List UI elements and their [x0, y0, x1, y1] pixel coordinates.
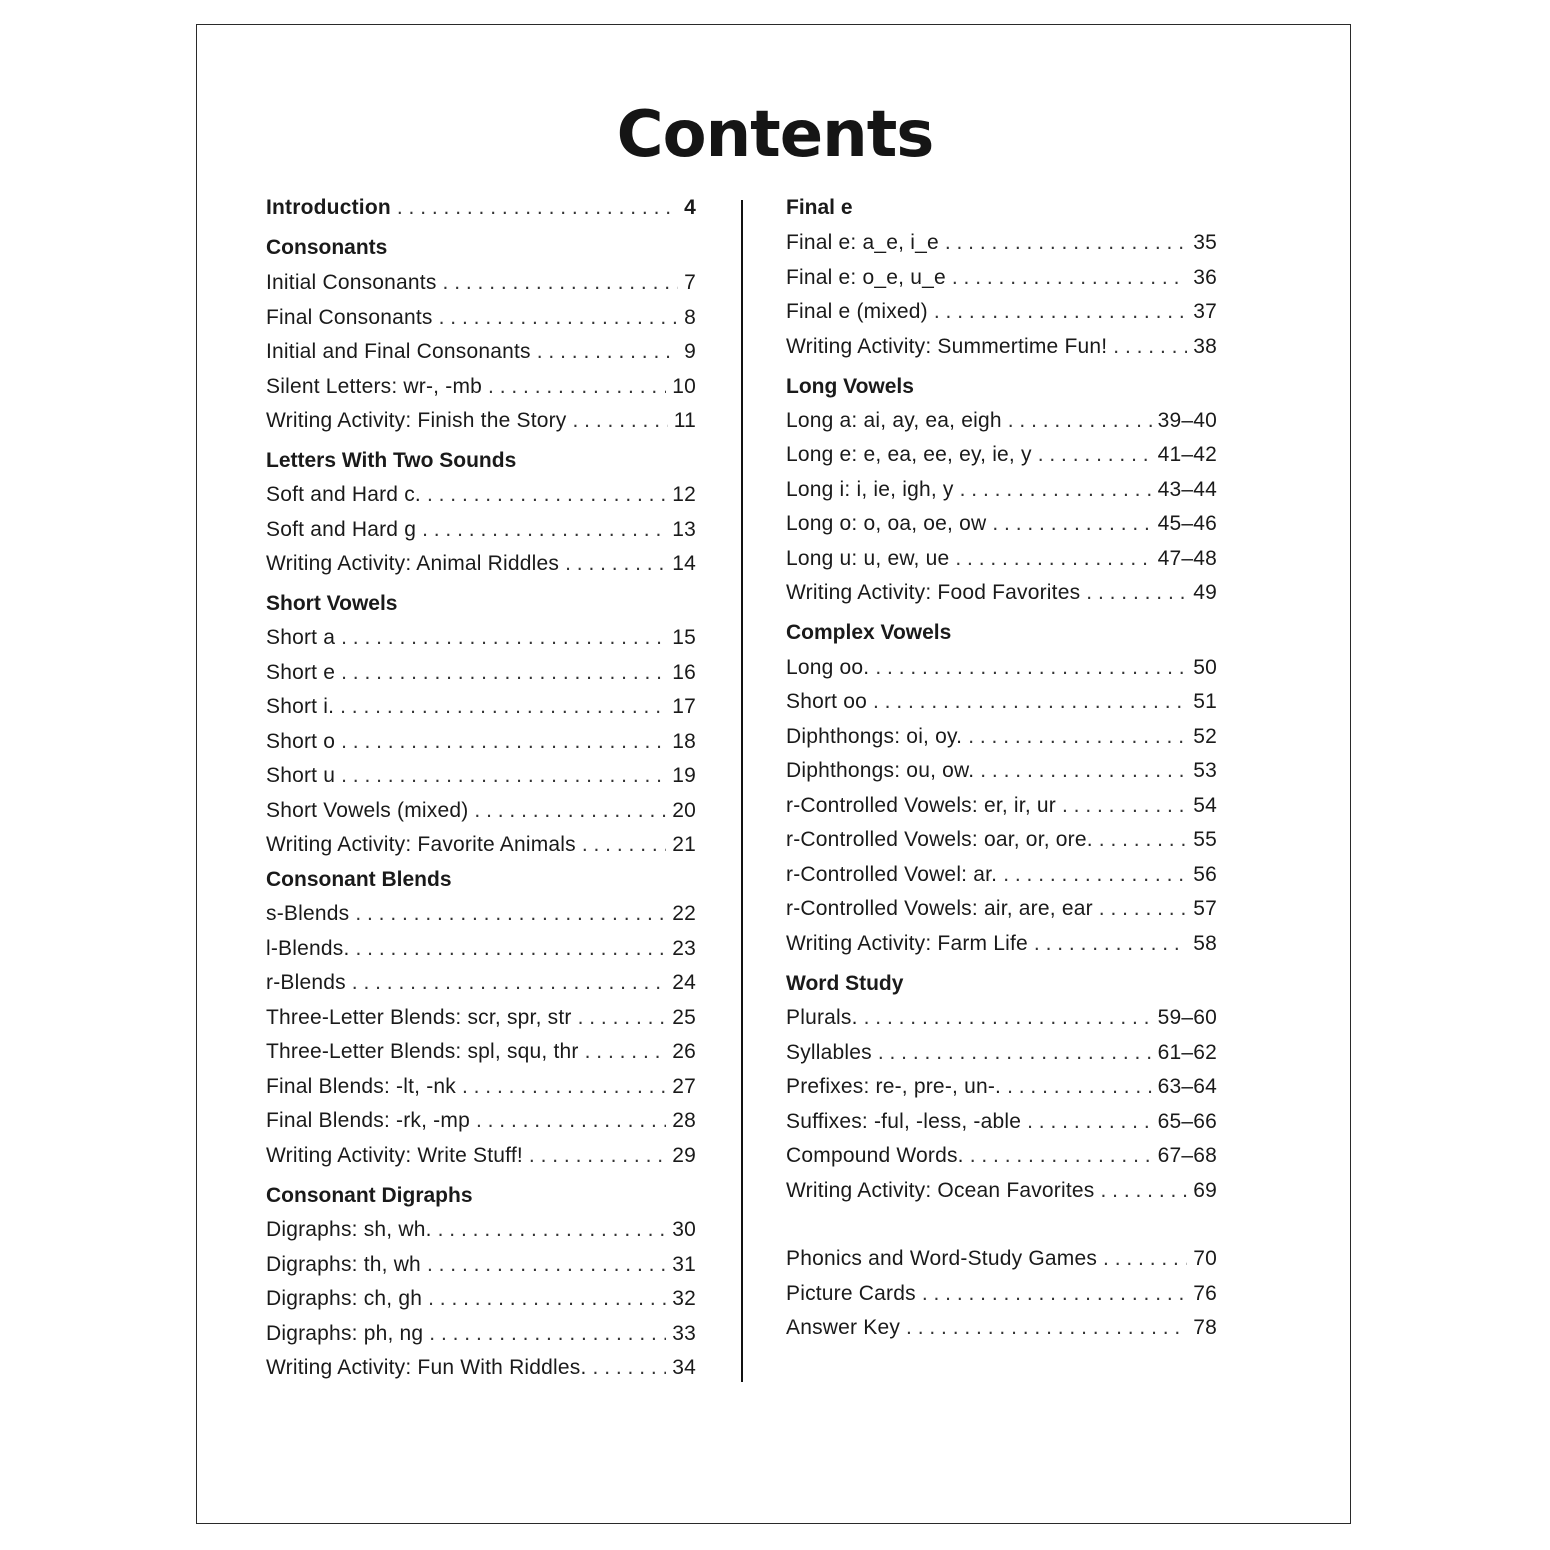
- toc-entry-label: Writing Activity: Ocean Favorites: [786, 1179, 1095, 1202]
- toc-section-heading: Short Vowels: [266, 592, 398, 615]
- toc-page-number: 7: [684, 271, 696, 294]
- toc-section-heading: Long Vowels: [786, 375, 914, 398]
- toc-entry: [266, 730, 696, 760]
- toc-entry: [266, 1322, 696, 1352]
- toc-page-number: 25: [672, 1006, 696, 1029]
- dot-leader: [1103, 1247, 1187, 1271]
- toc-entry: [786, 335, 1217, 365]
- toc-page-number: 52: [1193, 725, 1217, 748]
- toc-page-number: 70: [1193, 1247, 1217, 1270]
- toc-page-number: 8: [684, 306, 696, 329]
- toc-entry-label: Three-Letter Blends: scr, spr, str: [266, 1006, 572, 1029]
- toc-entry: [266, 1218, 696, 1248]
- toc-entry: [266, 483, 696, 513]
- toc-page-number: 51: [1193, 690, 1217, 713]
- dot-leader: [934, 300, 1187, 324]
- toc-entry-label: Picture Cards: [786, 1282, 916, 1305]
- toc-entry: [266, 1109, 696, 1139]
- dot-leader: [864, 1006, 1152, 1030]
- dot-leader: [593, 1356, 667, 1380]
- toc-page-number: 20: [672, 799, 696, 822]
- dot-leader: [397, 196, 678, 220]
- toc-entry-label: Writing Activity: Food Favorites: [786, 581, 1081, 604]
- toc-entry-label: Long i: i, ie, igh, y: [786, 478, 954, 501]
- dot-leader: [582, 833, 666, 857]
- dot-leader: [422, 518, 666, 542]
- toc-page-number: 69: [1193, 1179, 1217, 1202]
- toc-entry-label: Short a: [266, 626, 336, 649]
- dot-leader: [922, 1282, 1187, 1306]
- dot-leader: [1034, 932, 1187, 956]
- dot-leader: [992, 512, 1151, 536]
- dot-leader: [578, 1006, 667, 1030]
- toc-page-number: 17: [672, 695, 696, 718]
- toc-entry-label: Writing Activity: Farm Life: [786, 932, 1028, 955]
- dot-leader: [427, 483, 666, 507]
- dot-leader: [476, 1109, 666, 1133]
- toc-entry-label: r-Controlled Vowels: oar, or, ore.: [786, 828, 1093, 851]
- dot-leader: [356, 937, 667, 961]
- dot-leader: [945, 231, 1187, 255]
- toc-page-number: 27: [672, 1075, 696, 1098]
- toc-section-heading: Consonants: [266, 236, 388, 259]
- toc-entry: [786, 300, 1217, 330]
- toc-entry-label: Prefixes: re-, pre-, un-.: [786, 1075, 1002, 1098]
- toc-entry-label: Short Vowels (mixed): [266, 799, 469, 822]
- dot-leader: [341, 764, 666, 788]
- dot-leader: [980, 759, 1187, 783]
- toc-entry-label: Introduction: [266, 196, 391, 219]
- dot-leader: [488, 375, 666, 399]
- toc-page-number: 41–42: [1157, 443, 1217, 466]
- toc-entry-label: Answer Key: [786, 1316, 901, 1339]
- toc-page-number: 49: [1193, 581, 1217, 604]
- toc-entry: [266, 626, 696, 656]
- toc-page-number: 65–66: [1157, 1110, 1217, 1133]
- toc-entry-label: Diphthongs: oi, oy.: [786, 725, 963, 748]
- toc-entry: [266, 375, 696, 405]
- toc-section-heading: Complex Vowels: [786, 621, 952, 644]
- toc-entry-label: Writing Activity: Favorite Animals: [266, 833, 576, 856]
- toc-page-number: 63–64: [1157, 1075, 1217, 1098]
- toc-page-number: 59–60: [1157, 1006, 1217, 1029]
- toc-entry: [786, 794, 1217, 824]
- toc-entry: [266, 799, 696, 829]
- dot-leader: [878, 1041, 1152, 1065]
- toc-entry-label: Digraphs: ph, ng: [266, 1322, 424, 1345]
- dot-leader: [443, 271, 679, 295]
- toc-page-number: 12: [672, 483, 696, 506]
- toc-entry: [266, 271, 696, 301]
- toc-page-number: 26: [672, 1040, 696, 1063]
- toc-page-number: 18: [672, 730, 696, 753]
- toc-entry: [266, 1144, 696, 1174]
- toc-section-heading: Word Study: [786, 972, 904, 995]
- toc-page-number: 55: [1193, 828, 1217, 851]
- toc-entry-label: Writing Activity: Summertime Fun!: [786, 335, 1108, 358]
- dot-leader: [1027, 1110, 1151, 1134]
- toc-page-number: 23: [672, 937, 696, 960]
- toc-entry-label: s-Blends: [266, 902, 350, 925]
- toc-entry: [266, 937, 696, 967]
- toc-entry: [266, 695, 696, 725]
- dot-leader: [565, 552, 666, 576]
- toc-page-number: 34: [672, 1356, 696, 1379]
- dot-leader: [960, 478, 1152, 502]
- dot-leader: [340, 695, 666, 719]
- toc-entry: [786, 1247, 1217, 1277]
- toc-entry-label: Digraphs: sh, wh.: [266, 1218, 432, 1241]
- toc-entry: [266, 1075, 696, 1105]
- toc-page-number: 14: [672, 552, 696, 575]
- dot-leader: [1008, 409, 1152, 433]
- toc-entry-label: Soft and Hard c.: [266, 483, 421, 506]
- toc-page-number: 24: [672, 971, 696, 994]
- dot-leader: [341, 626, 666, 650]
- toc-entry: [786, 897, 1217, 927]
- toc-entry-label: Final Consonants: [266, 306, 433, 329]
- toc-page-number: 35: [1193, 231, 1217, 254]
- toc-page-number: 13: [672, 518, 696, 541]
- toc-page-number: 53: [1193, 759, 1217, 782]
- toc-entry: [786, 512, 1217, 542]
- toc-section-heading: Consonant Blends: [266, 868, 452, 891]
- toc-entry: [266, 196, 696, 226]
- toc-entry-label: Long o: o, oa, oe, ow: [786, 512, 987, 535]
- toc-entry: [786, 547, 1217, 577]
- toc-entry: [786, 725, 1217, 755]
- dot-leader: [352, 971, 666, 995]
- dot-leader: [952, 266, 1187, 290]
- toc-page-number: 61–62: [1157, 1041, 1217, 1064]
- toc-entry: [786, 1282, 1217, 1312]
- toc-entry-label: Three-Letter Blends: spl, squ, thr: [266, 1040, 579, 1063]
- toc-entry-label: Long e: e, ea, ee, ey, ie, y: [786, 443, 1032, 466]
- dot-leader: [968, 725, 1187, 749]
- toc-page-number: 57: [1193, 897, 1217, 920]
- toc-entry-label: Plurals.: [786, 1006, 858, 1029]
- toc-entry: [786, 409, 1217, 439]
- dot-leader: [429, 1322, 666, 1346]
- toc-page-number: 47–48: [1157, 547, 1217, 570]
- dot-leader: [1007, 1075, 1152, 1099]
- dot-leader: [1100, 1179, 1187, 1203]
- toc-entry-label: Digraphs: th, wh: [266, 1253, 421, 1276]
- toc-entry: [786, 932, 1217, 962]
- toc-entry-label: Suffixes: -ful, -less, -able: [786, 1110, 1022, 1133]
- toc-entry-label: r-Controlled Vowel: ar.: [786, 863, 998, 886]
- toc-entry-label: Writing Activity: Write Stuff!: [266, 1144, 523, 1167]
- toc-entry: [786, 828, 1217, 858]
- toc-entry-label: Initial and Final Consonants: [266, 340, 531, 363]
- toc-entry-label: Soft and Hard g: [266, 518, 417, 541]
- toc-page-number: 32: [672, 1287, 696, 1310]
- dot-leader: [428, 1287, 666, 1311]
- toc-page-number: 54: [1193, 794, 1217, 817]
- toc-entry: [266, 1287, 696, 1317]
- toc-entry-label: r-Controlled Vowels: air, are, ear: [786, 897, 1093, 920]
- toc-section-heading: Final e: [786, 196, 853, 219]
- toc-entry-label: Final Blends: -lt, -nk: [266, 1075, 456, 1098]
- dot-leader: [427, 1253, 666, 1277]
- dot-leader: [1099, 897, 1187, 921]
- dot-leader: [355, 902, 666, 926]
- toc-entry-label: Long u: u, ew, ue: [786, 547, 950, 570]
- toc-entry-label: Writing Activity: Fun With Riddles.: [266, 1356, 587, 1379]
- toc-section-heading: Letters With Two Sounds: [266, 449, 517, 472]
- toc-entry-label: Final Blends: -rk, -mp: [266, 1109, 470, 1132]
- toc-entry: [786, 690, 1217, 720]
- toc-entry: [786, 231, 1217, 261]
- toc-page-number: 29: [672, 1144, 696, 1167]
- toc-page-number: 45–46: [1157, 512, 1217, 535]
- toc-section-heading: Consonant Digraphs: [266, 1184, 473, 1207]
- dot-leader: [1062, 794, 1187, 818]
- dot-leader: [1113, 335, 1187, 359]
- toc-entry: [786, 1179, 1217, 1209]
- toc-entry: [786, 443, 1217, 473]
- toc-entry-label: Short oo: [786, 690, 867, 713]
- toc-entry: [266, 902, 696, 932]
- toc-entry-label: Short u: [266, 764, 336, 787]
- toc-page-number: 36: [1193, 266, 1217, 289]
- dot-leader: [873, 690, 1187, 714]
- toc-entry-label: Short i.: [266, 695, 335, 718]
- toc-page-number: 50: [1193, 656, 1217, 679]
- toc-page-number: 31: [672, 1253, 696, 1276]
- toc-page-number: 76: [1193, 1282, 1217, 1305]
- dot-leader: [439, 306, 678, 330]
- toc-page-number: 38: [1193, 335, 1217, 358]
- toc-entry: [266, 340, 696, 370]
- toc-page-number: 21: [672, 833, 696, 856]
- toc-page-number: 15: [672, 626, 696, 649]
- toc-entry: [266, 833, 696, 863]
- dot-leader: [573, 409, 668, 433]
- toc-page-number: 43–44: [1157, 478, 1217, 501]
- dot-leader: [1003, 863, 1187, 887]
- dot-leader: [537, 340, 678, 364]
- toc-entry: [786, 1144, 1217, 1174]
- toc-entry-label: Phonics and Word-Study Games: [786, 1247, 1098, 1270]
- toc-entry-label: Compound Words.: [786, 1144, 964, 1167]
- dot-leader: [875, 656, 1187, 680]
- toc-page-number: 4: [684, 196, 696, 219]
- toc-page-number: 33: [672, 1322, 696, 1345]
- toc-entry-label: Syllables: [786, 1041, 872, 1064]
- toc-entry-label: Diphthongs: ou, ow.: [786, 759, 975, 782]
- dot-leader: [474, 799, 666, 823]
- toc-entry-label: l-Blends.: [266, 937, 350, 960]
- toc-entry-label: Short o: [266, 730, 336, 753]
- toc-entry: [266, 1006, 696, 1036]
- dot-leader: [970, 1144, 1152, 1168]
- toc-entry: [786, 581, 1217, 611]
- toc-page-number: 78: [1193, 1316, 1217, 1339]
- toc-entry: [786, 1075, 1217, 1105]
- dot-leader: [438, 1218, 667, 1242]
- toc-page-number: 10: [672, 375, 696, 398]
- toc-entry: [266, 552, 696, 582]
- toc-page-number: 16: [672, 661, 696, 684]
- toc-entry: [266, 1040, 696, 1070]
- page-title: Contents: [616, 98, 934, 172]
- toc-entry: [266, 661, 696, 691]
- toc-entry: [786, 1006, 1217, 1036]
- dot-leader: [955, 547, 1151, 571]
- toc-entry: [786, 863, 1217, 893]
- dot-leader: [1038, 443, 1152, 467]
- toc-entry-label: Final e: a_e, i_e: [786, 231, 939, 254]
- column-divider: [741, 200, 743, 1382]
- toc-page-number: 22: [672, 902, 696, 925]
- dot-leader: [1099, 828, 1187, 852]
- toc-entry-label: Silent Letters: wr-, -mb: [266, 375, 483, 398]
- toc-entry: [266, 971, 696, 1001]
- toc-page-number: 11: [673, 409, 696, 432]
- toc-entry-label: Writing Activity: Animal Riddles: [266, 552, 560, 575]
- toc-entry-label: Long oo.: [786, 656, 870, 679]
- toc-entry-label: Long a: ai, ay, ea, eigh: [786, 409, 1002, 432]
- toc-entry-label: Digraphs: ch, gh: [266, 1287, 423, 1310]
- toc-entry: [266, 1356, 696, 1386]
- dot-leader: [341, 730, 666, 754]
- toc-entry: [266, 306, 696, 336]
- toc-page-number: 39–40: [1157, 409, 1217, 432]
- toc-entry-label: Final e: o_e, u_e: [786, 266, 946, 289]
- toc-page-number: 28: [672, 1109, 696, 1132]
- toc-page-number: 58: [1193, 932, 1217, 955]
- toc-entry-label: r-Controlled Vowels: er, ir, ur: [786, 794, 1056, 817]
- toc-entry: [786, 1110, 1217, 1140]
- toc-entry-label: r-Blends: [266, 971, 346, 994]
- toc-page-number: 37: [1193, 300, 1217, 323]
- toc-entry: [266, 518, 696, 548]
- dot-leader: [529, 1144, 666, 1168]
- toc-entry: [266, 764, 696, 794]
- toc-entry: [786, 478, 1217, 508]
- toc-page-number: 30: [672, 1218, 696, 1241]
- toc-entry: [786, 1316, 1217, 1346]
- toc-entry: [266, 409, 696, 439]
- toc-page-number: 19: [672, 764, 696, 787]
- toc-page-number: 67–68: [1157, 1144, 1217, 1167]
- toc-entry-label: Final e (mixed): [786, 300, 928, 323]
- dot-leader: [585, 1040, 667, 1064]
- toc-entry: [786, 656, 1217, 686]
- toc-entry: [786, 1041, 1217, 1071]
- toc-entry: [266, 1253, 696, 1283]
- dot-leader: [462, 1075, 666, 1099]
- toc-entry-label: Short e: [266, 661, 336, 684]
- toc-entry: [786, 759, 1217, 789]
- toc-entry-label: Writing Activity: Finish the Story: [266, 409, 567, 432]
- dot-leader: [906, 1316, 1187, 1340]
- dot-leader: [1086, 581, 1187, 605]
- toc-page-number: 56: [1193, 863, 1217, 886]
- toc-entry-label: Initial Consonants: [266, 271, 437, 294]
- dot-leader: [341, 661, 666, 685]
- toc-entry: [786, 266, 1217, 296]
- toc-page-number: 9: [684, 340, 696, 363]
